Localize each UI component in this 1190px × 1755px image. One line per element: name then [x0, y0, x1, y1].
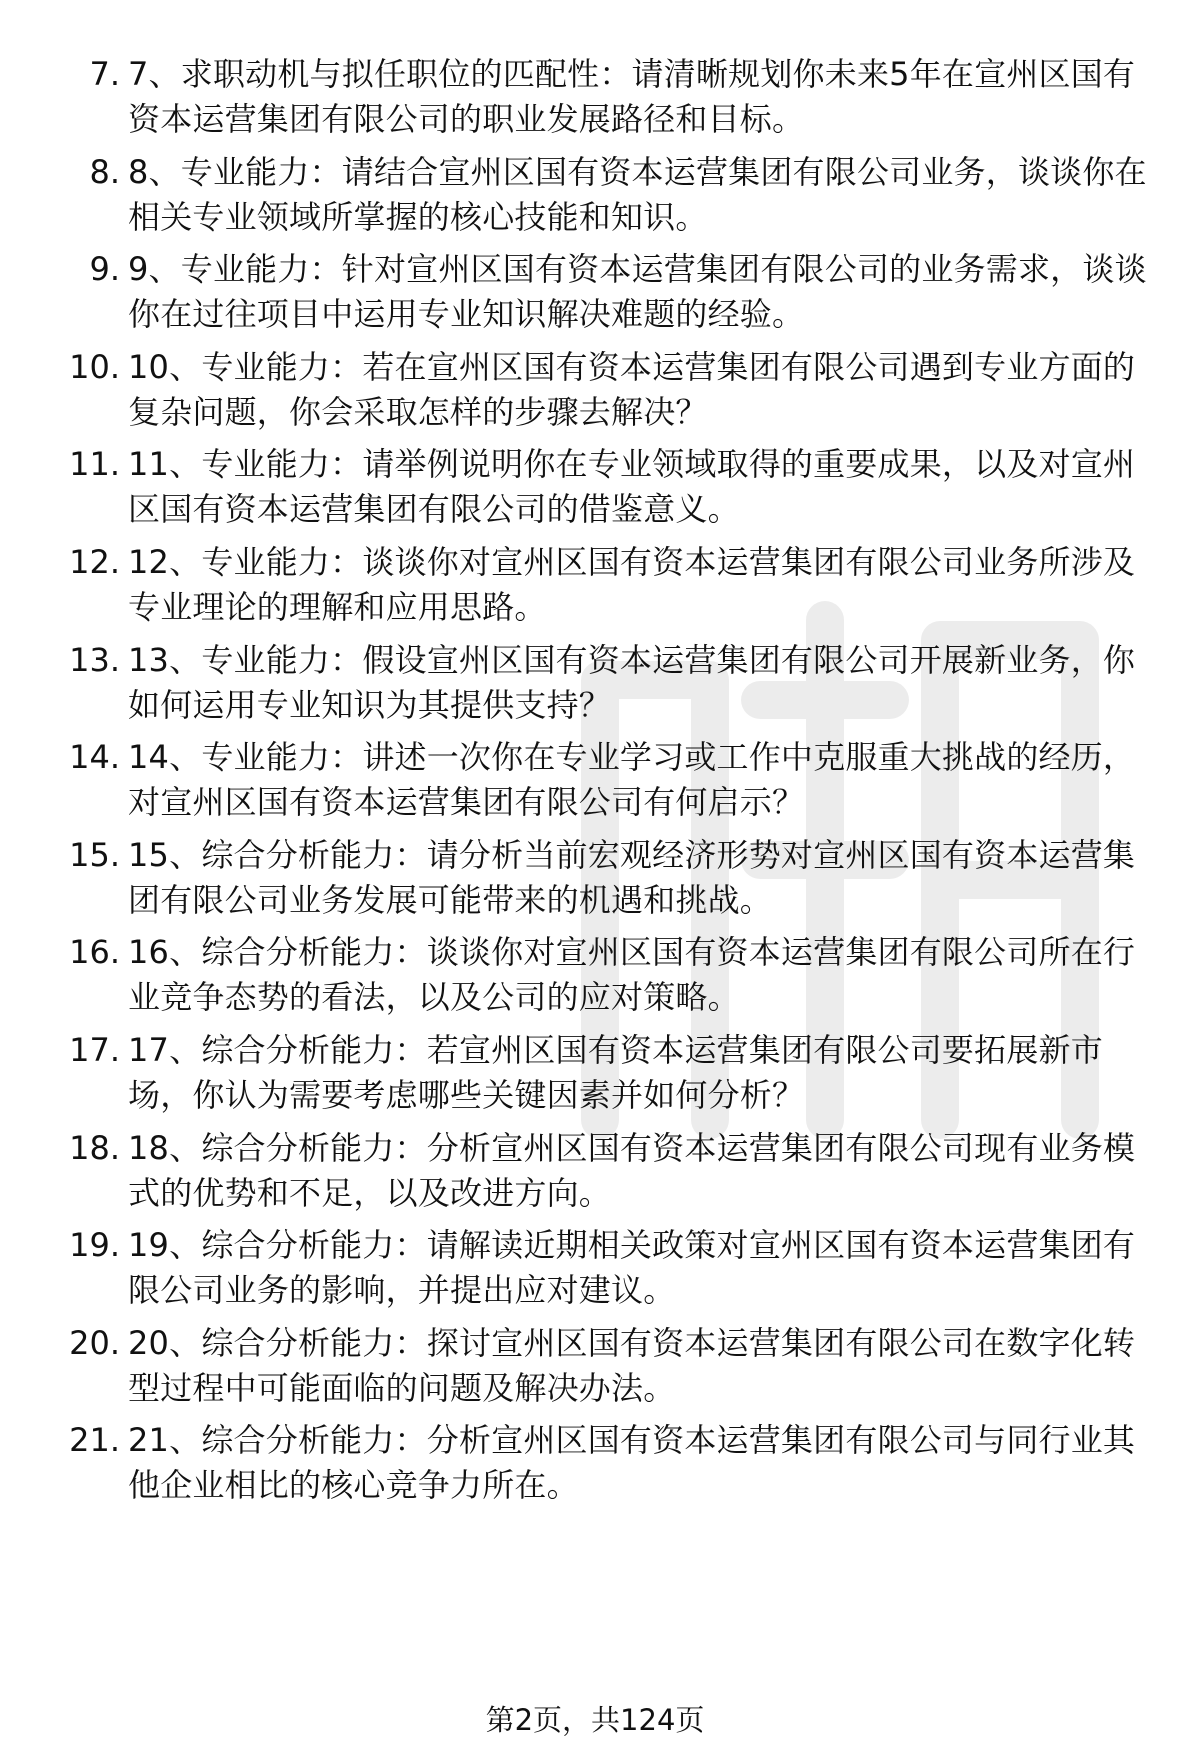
list-item	[60, 1321, 1150, 1419]
list-item	[60, 1223, 1150, 1321]
question-number: 20.	[69, 1323, 120, 1362]
question-text: 21、综合分析能力：分析宣州区国有资本运营集团有限公司与同行业其他企业相比的核心竞争力所在。	[128, 1421, 1136, 1505]
question-number: 9.	[89, 250, 120, 289]
list-item	[60, 735, 1150, 833]
question-text: 16、综合分析能力：谈谈你对宣州区国有资本运营集团有限公司所在行业竞争态势的看法，以及公司的应对策略。	[128, 933, 1136, 1017]
list-item	[60, 540, 1150, 638]
question-text: 15、综合分析能力：请分析当前宏观经济形势对宣州区国有资本运营集团有限公司业务发展可能带来的机遇和挑战。	[128, 835, 1136, 919]
question-text: 14、专业能力：讲述一次你在专业学习或工作中克服重大挑战的经历，对宣州区国有资本运营集团有限公司有何启示？	[128, 738, 1136, 822]
question-list	[60, 52, 1150, 1516]
question-text: 10、专业能力：若在宣州区国有资本运营集团有限公司遇到专业方面的复杂问题，你会采取怎样的步骤去解决？	[128, 347, 1136, 431]
question-number: 21.	[69, 1421, 120, 1460]
question-text: 18、综合分析能力：分析宣州区国有资本运营集团有限公司现有业务模式的优势和不足，以及改进方向。	[128, 1128, 1136, 1212]
list-item	[60, 150, 1150, 248]
question-number: 10.	[69, 347, 120, 386]
question-text: 19、综合分析能力：请解读近期相关政策对宣州区国有资本运营集团有限公司业务的影响，并提出应对建议。	[128, 1226, 1136, 1310]
list-item	[60, 930, 1150, 1028]
question-number: 15.	[69, 835, 120, 874]
question-number: 7.	[89, 55, 120, 93]
question-text: 8、专业能力：请结合宣州区国有资本运营集团有限公司业务，谈谈你在相关专业领域所掌握的核心技能和知识。	[128, 152, 1147, 236]
list-item	[60, 345, 1150, 443]
list-item	[60, 833, 1150, 931]
list-item	[60, 1418, 1150, 1516]
list-item	[60, 638, 1150, 736]
question-number: 13.	[69, 640, 120, 679]
question-number: 17.	[69, 1030, 120, 1069]
question-number: 16.	[69, 933, 120, 972]
page-footer: 第2页，共124页	[485, 1703, 705, 1737]
list-item	[60, 442, 1150, 540]
list-item	[60, 1028, 1150, 1126]
question-number: 14.	[69, 738, 120, 777]
question-text: 7、求职动机与拟任职位的匹配性：请清晰规划你未来5年在宣州区国有资本运营集团有限公司的职业发展路径和目标。	[128, 55, 1136, 138]
list-item	[60, 52, 1150, 150]
list-item	[60, 1126, 1150, 1224]
question-text: 17、综合分析能力：若宣州区国有资本运营集团有限公司要拓展新市场，你认为需要考虑哪些关键因素并如何分析？	[128, 1030, 1103, 1114]
question-text: 9、专业能力：针对宣州区国有资本运营集团有限公司的业务需求，谈谈你在过往项目中运用专业知识解决难题的经验。	[128, 250, 1147, 334]
list-item	[60, 247, 1150, 345]
question-number: 18.	[69, 1128, 120, 1167]
question-number: 12.	[69, 542, 120, 581]
question-text: 11、专业能力：请举例说明你在专业领域取得的重要成果，以及对宣州区国有资本运营集团有限公司的借鉴意义。	[128, 445, 1136, 529]
question-text: 12、专业能力：谈谈你对宣州区国有资本运营集团有限公司业务所涉及专业理论的理解和应用思路。	[128, 542, 1136, 626]
question-number: 19.	[69, 1226, 120, 1265]
question-text: 20、综合分析能力：探讨宣州区国有资本运营集团有限公司在数字化转型过程中可能面临的问题及解决办法。	[128, 1323, 1136, 1407]
question-number: 11.	[69, 445, 120, 484]
question-number: 8.	[89, 152, 120, 191]
question-text: 13、专业能力：假设宣州区国有资本运营集团有限公司开展新业务，你如何运用专业知识为其提供支持？	[128, 640, 1136, 724]
